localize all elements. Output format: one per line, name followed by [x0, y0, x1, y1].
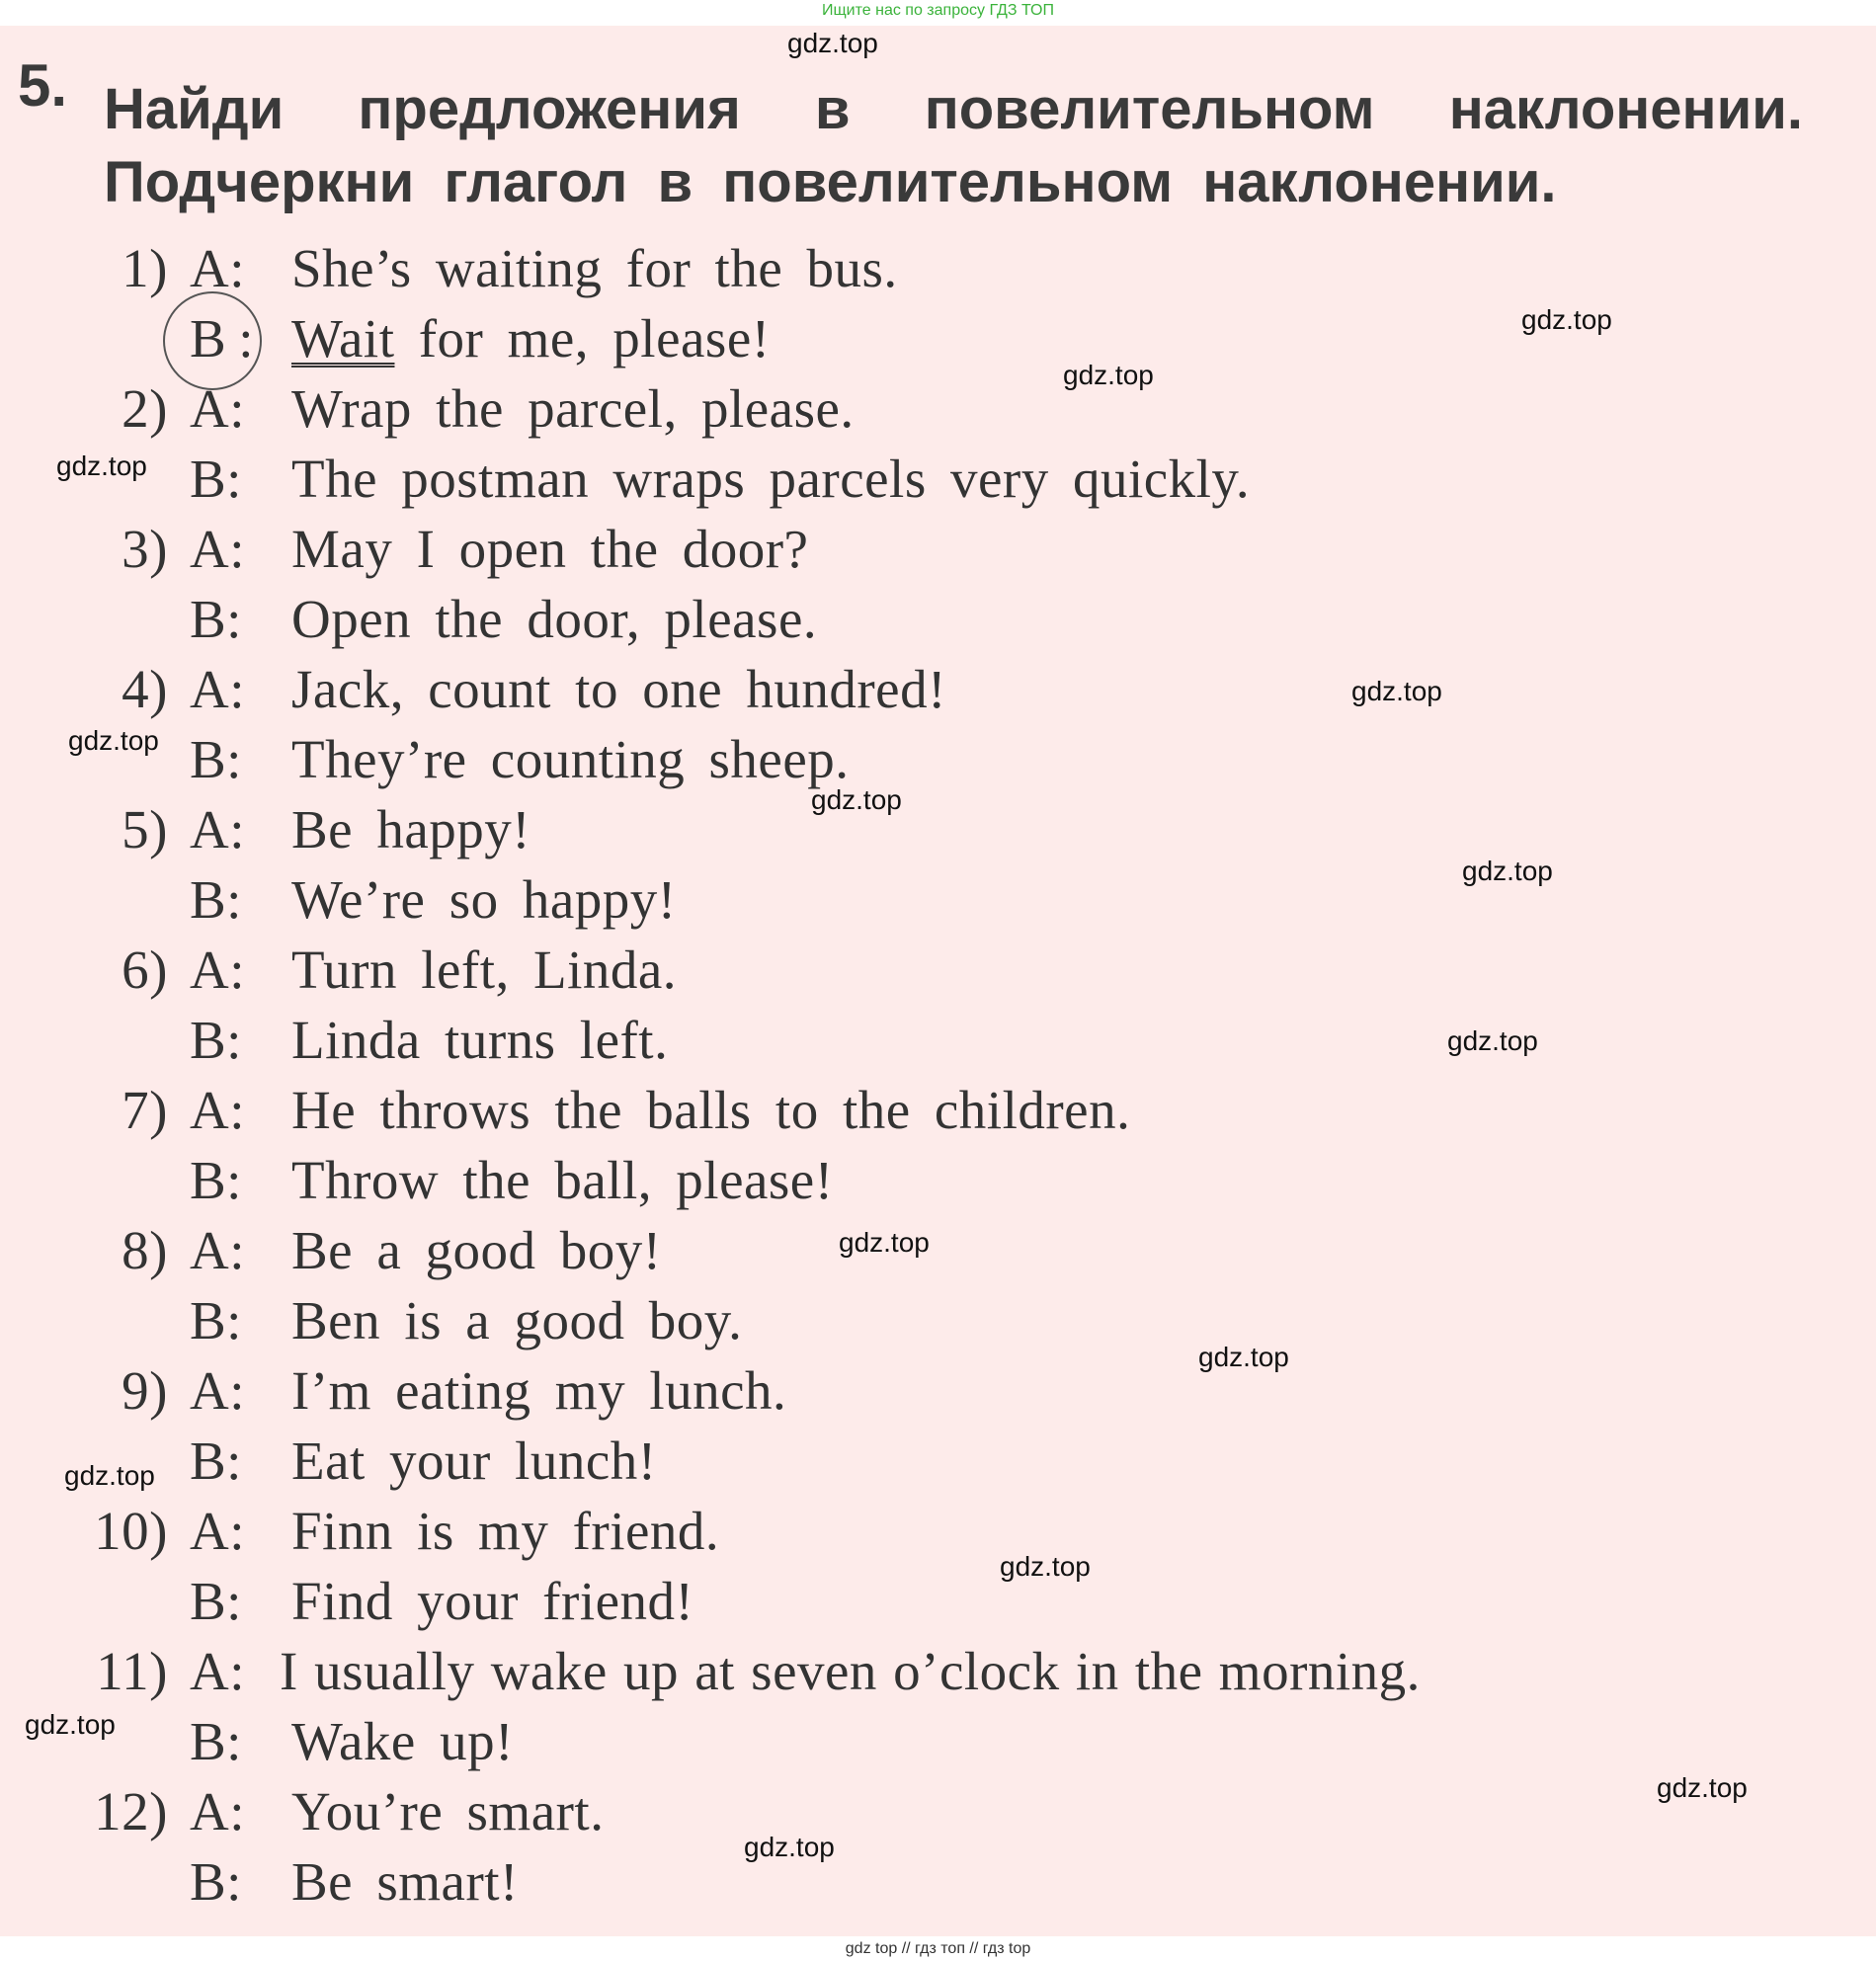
dialogue-line: B : Wait for me, please!	[190, 308, 771, 368]
watermark: gdz.top	[25, 1709, 116, 1740]
dialogue-line: 3) A: May I open the door?	[122, 519, 809, 579]
circled-speaker: B	[190, 308, 227, 368]
dialogue-line: B: Be smart!	[190, 1851, 519, 1912]
dialogue-line: B: Eat your lunch!	[190, 1431, 657, 1491]
watermark: gdz.top	[839, 1227, 930, 1258]
dialogue-line: 8) A: Be a good boy!	[122, 1220, 662, 1280]
watermark: gdz.top	[1447, 1025, 1538, 1056]
dialogue-line: B: Throw the ball, please!	[190, 1150, 834, 1210]
watermark: gdz.top	[787, 28, 878, 58]
underlined-verb: Wait	[291, 308, 395, 368]
task-instruction-line1: Найди предложения в повелительном наклонении.	[104, 77, 1803, 141]
dialogue-line: 5) A: Be happy!	[122, 799, 531, 859]
watermark: gdz.top	[68, 725, 159, 756]
task-instruction-line2: Подчеркни глагол в повелительном наклонении.	[104, 150, 1557, 214]
dialogue-line: 9) A: I’m eating my lunch.	[122, 1360, 787, 1421]
watermark: gdz.top	[811, 784, 902, 815]
dialogue-line: 12) A: You’re smart.	[94, 1781, 605, 1841]
dialogue-line: B: Ben is a good boy.	[190, 1290, 743, 1350]
watermark: gdz.top	[1657, 1772, 1748, 1803]
watermark: gdz.top	[56, 450, 147, 481]
dialogue-line: B: Wake up!	[190, 1711, 514, 1771]
watermark: gdz.top	[1000, 1551, 1091, 1582]
watermark: gdz.top	[744, 1832, 835, 1862]
dialogue-line: 10) A: Finn is my friend.	[94, 1501, 720, 1561]
footer: gdz top // гдз топ // гдз top	[845, 1940, 1031, 1957]
watermark: gdz.top	[64, 1460, 155, 1491]
watermark: gdz.top	[1198, 1342, 1289, 1372]
watermark: gdz.top	[1462, 856, 1553, 886]
dialogue-line: B: Find your friend!	[190, 1571, 694, 1631]
task-number: 5.	[18, 52, 68, 119]
dialogue-line: B: We’re so happy!	[190, 869, 677, 930]
watermark: gdz.top	[1063, 360, 1154, 390]
watermark: gdz.top	[1521, 304, 1612, 335]
dialogue-line: 4) A: Jack, count to one hundred!	[122, 659, 946, 719]
watermark: gdz.top	[1351, 676, 1442, 706]
dialogue-line: 2) A: Wrap the parcel, please.	[122, 378, 855, 439]
dialogue-line: 7) A: He throws the balls to the children.	[122, 1080, 1131, 1140]
dialogue-line: B: They’re counting sheep.	[190, 729, 850, 789]
top-banner: Ищите нас по запросу ГДЗ ТОП	[822, 2, 1054, 19]
dialogue-line: B: Open the door, please.	[190, 589, 818, 649]
dialogue-line: 11) A: I usually wake up at seven o’clock in the morning.	[96, 1641, 1421, 1701]
dialogue-line: 6) A: Turn left, Linda.	[122, 940, 678, 1000]
dialogue-line: B: Linda turns left.	[190, 1010, 669, 1070]
dialogue-line: 1) A: She’s waiting for the bus.	[122, 238, 898, 298]
dialogue-line: B: The postman wraps parcels very quickly.	[190, 449, 1251, 509]
